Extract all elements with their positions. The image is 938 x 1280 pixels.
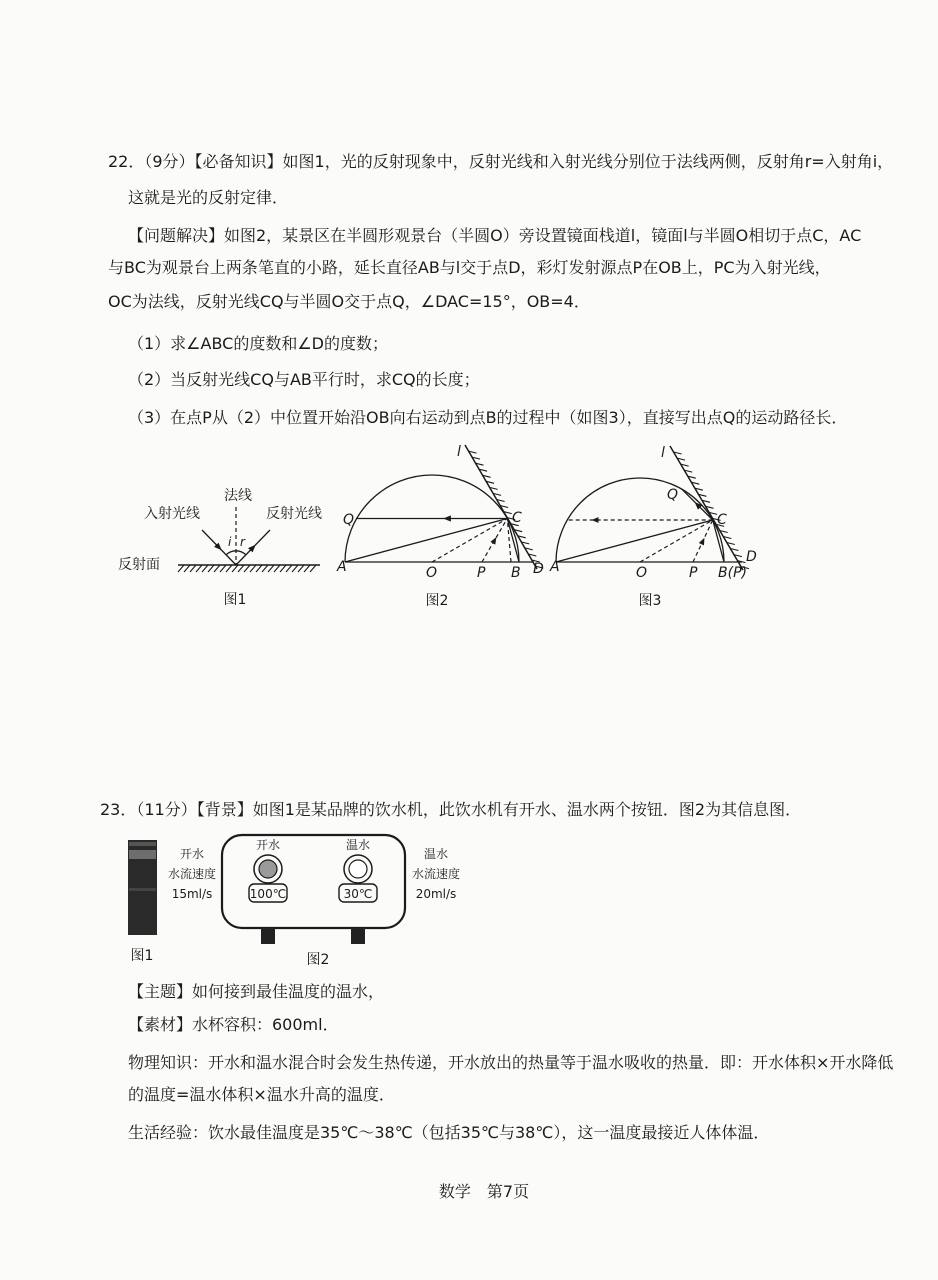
dispenser-photo-top [129,842,156,846]
q22-line-3: 【问题解决】如图2，某景区在半圆形观景台（半圆O）旁设置镜面栈道l，镜面l与半圆O相切于点C，AC [128,226,862,245]
q23-figure-1-caption: 图1 [130,948,154,964]
label-o: O [636,565,648,581]
q23-topic: 【主题】如何接到最佳温度的温水， [128,982,385,1001]
label-l: l [457,444,461,460]
mirror-hatching [469,451,544,568]
q22-subquestion-3: （3）在点P从（2）中位置开始沿OB向右运动到点B的过程中（如图3），直接写出点Q的运动路径长． [128,408,848,427]
hot-water-speed-label: 水流速度 [167,867,217,881]
dispenser-photo-band [129,888,156,891]
segment-ac [345,519,507,563]
angle-r-label: r [240,535,245,549]
label-d: D [533,561,544,577]
page-footer: 数学 第7页 [438,1182,530,1201]
figure-2-caption: 图2 [425,593,449,609]
label-a: A [337,559,347,575]
warm-button-icon [349,860,367,878]
hot-button-label: 开水 [255,838,281,852]
q23-life-experience: 生活经验：饮水最佳温度是35℃～38℃（包括35℃与38℃），这一温度最接近人体体温． [128,1123,770,1142]
normal-oc [640,520,713,562]
segment-ac [556,520,713,562]
warm-temp-value: 30℃ [343,887,373,901]
normal-oc [432,519,507,563]
q22-line-1: 22．（9分）【必备知识】如图1，光的反射现象中，反射光线和入射光线分别位于法线两侧，反射角r=入射角i， [108,152,894,171]
reflected-ray-label: 反射光线 [266,506,322,522]
q22-figure-2 [335,440,550,612]
hot-temp-value: 100℃ [249,887,287,901]
figure-1-caption: 图1 [223,592,247,608]
q22-line-4: 与BC为观景台上两条笔直的小路，延长直径AB与l交于点D，彩灯发射源点P在OB上，PC为入射光线， [108,258,831,277]
warm-water-speed-value: 20ml/s [415,887,457,901]
q23-physics-line-1: 物理知识：开水和温水混合时会发生热传递，开水放出的热量等于温水吸收的热量．即：开水体积×开水降低 [128,1053,894,1072]
q22-figure-1 [110,470,340,615]
label-d: D [746,549,757,565]
q22-subquestion-2: （2）当反射光线CQ与AB平行时，求CQ的长度； [128,370,480,389]
dispenser-foot-left [261,928,275,944]
q23-figures [120,828,480,970]
q22-line-5: OC为法线，反射光线CQ与半圆O交于点Q，∠DAC=15°，OB=4． [108,292,590,311]
warm-water-side-label: 温水 [423,847,449,861]
dispenser-panel [222,835,405,928]
label-o: O [426,565,438,581]
label-p: P [689,565,698,581]
label-a: A [550,559,560,575]
surface-label: 反射面 [118,557,160,573]
q22-line-2: 这就是光的反射定律． [128,188,289,207]
hot-water-side-label: 开水 [179,847,205,861]
q23-figure-2-caption: 图2 [306,952,330,968]
normal-label: 法线 [224,488,252,504]
label-q: Q [667,487,679,503]
warm-water-speed-label: 水流速度 [411,867,461,881]
label-q: Q [343,512,355,528]
warm-button-label: 温水 [345,838,371,852]
label-c: C [512,510,522,526]
mirror-hatching [674,452,749,569]
q23-material: 【素材】水杯容积：600ml． [128,1015,339,1034]
q23-line-1: 23．（11分）【背景】如图1是某品牌的饮水机，此饮水机有开水、温水两个按钮．图2为其信息图． [100,800,802,819]
figure-3-caption: 图3 [638,593,662,609]
q22-figure-3 [550,440,765,612]
dispenser-photo-panel [129,850,156,859]
q23-physics-line-2: 的温度=温水体积×温水升高的温度． [128,1085,395,1104]
hot-button-icon [259,860,277,878]
surface-hatching [178,565,316,572]
hot-water-speed-value: 15ml/s [171,887,213,901]
label-p: P [477,565,486,581]
incident-ray-pc [482,519,507,563]
dispenser-foot-right [351,928,365,944]
label-c: C [717,512,727,528]
q22-subquestion-1: （1）求∠ABC的度数和∠D的度数； [128,334,389,353]
label-b-p: B(P) [718,565,747,581]
incident-ray-label: 入射光线 [144,506,200,522]
angle-i-label: i [228,535,232,549]
label-b: B [511,565,521,581]
label-l: l [661,445,665,461]
